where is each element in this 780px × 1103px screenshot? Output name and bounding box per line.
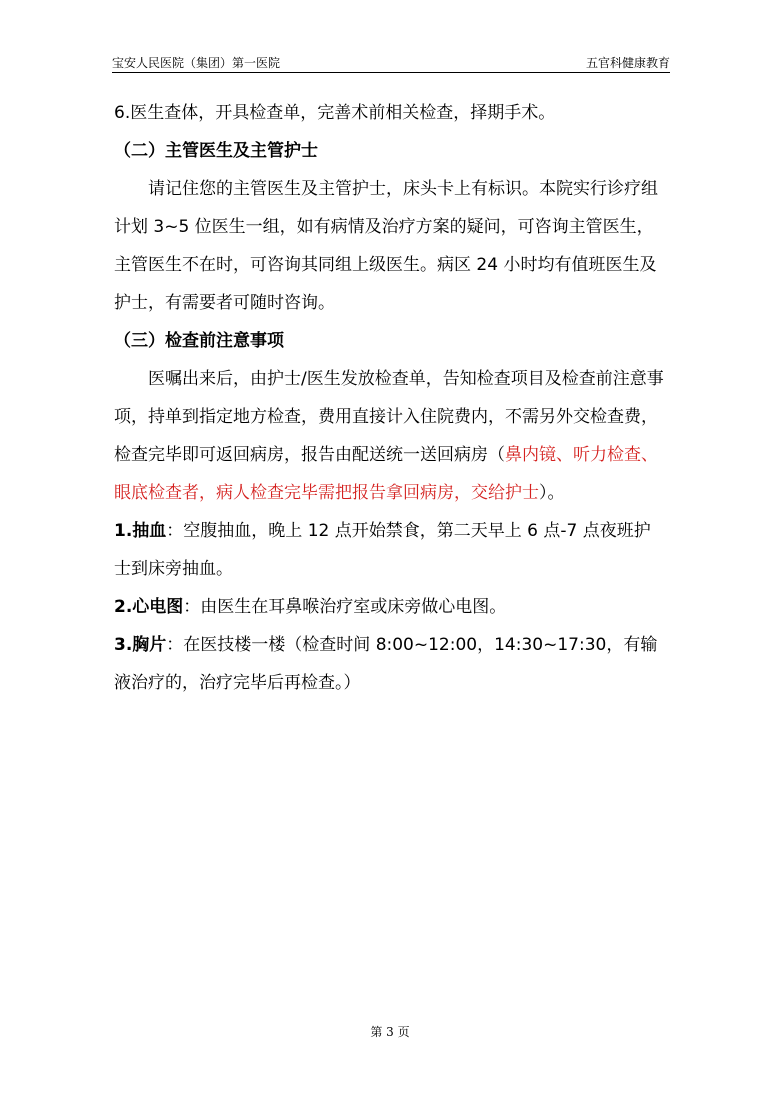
header-hospital-name: 宝安人民医院（集团）第一医院 (112, 56, 281, 70)
exam-item-ecg (114, 588, 666, 626)
exam-item-chest-xray (114, 626, 666, 702)
section-3-text: 医嘱出来后，由护士/医生发放检查单，告知检查项目及检查前注意事项，持单到指定地方检查，费用直接计入住院费内，不需另外交检查费，检查完毕即可返回病房，报告由配送统一送回病房（ (114, 369, 664, 465)
section-3-title: （三）检查前注意事项 (114, 331, 284, 351)
page-number: 第 3 页 (370, 1025, 410, 1039)
page-header (112, 52, 670, 73)
section-2-title: （二）主管医生及主管护士 (114, 141, 318, 161)
header-department: 五官科健康教育 (585, 56, 670, 70)
exam-item-label: 1.抽血 (114, 521, 167, 541)
exam-item-text: ：由医生在耳鼻喉治疗室或床旁做心电图。 (183, 597, 507, 617)
exam-item-blood (114, 512, 666, 588)
exam-item-text: ：在医技楼一楼（检查时间 8:00~12:00，14:30~17:30，有输液治疗的，治疗完毕后再检查。） (114, 635, 658, 693)
exam-item-label: 2.心电图 (114, 597, 184, 617)
document-body (114, 94, 666, 702)
exam-item-label: 3.胸片 (114, 635, 167, 655)
exam-item-text: ：空腹抽血，晚上 12 点开始禁食，第二天早上 6 点-7 点夜班护士到床旁抽血。 (114, 521, 651, 579)
section-2-paragraph: 请记住您的主管医生及主管护士，床头卡上有标识。本院实行诊疗组计划 3~5 位医生一组，如有病情及治疗方案的疑问，可咨询主管医生，主管医生不在时，可咨询其同组上级医生。病区 24 小时均有值班医生及护士，有需要者可随时咨询。 (114, 179, 658, 313)
section-3-red-note: 鼻内镜、听力检查、眼底检查者，病人检查完毕需把报告拿回病房，交给护士 (114, 445, 658, 503)
item-6-text: 6.医生查体，开具检查单，完善术前相关检查，择期手术。 (114, 103, 556, 123)
section-3-paragraph (114, 360, 666, 512)
section-3-text-end: ）。 (539, 483, 565, 503)
